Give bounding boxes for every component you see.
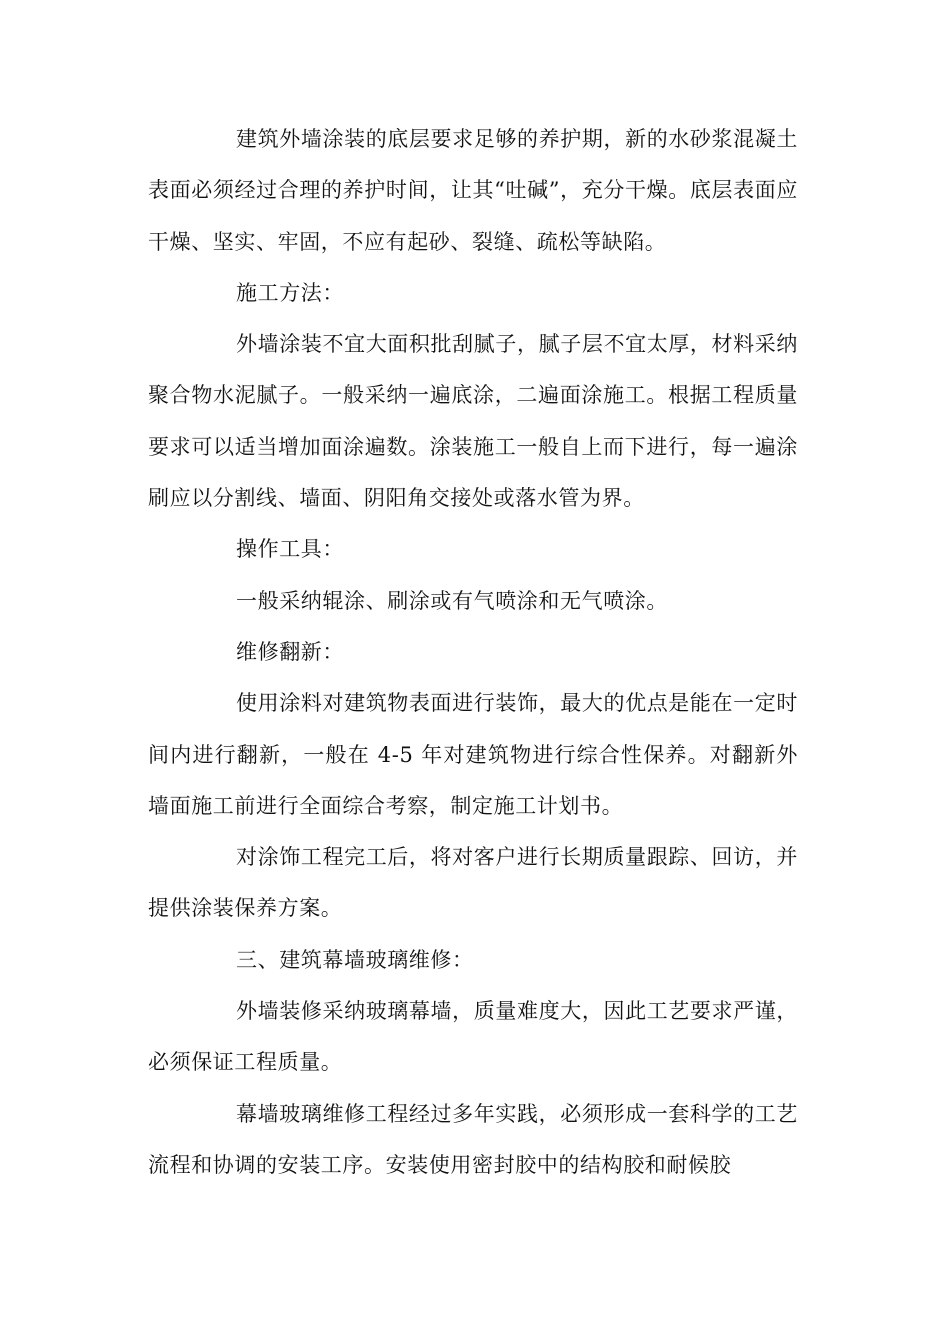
paragraph-construction-method: 外墙涂装不宜大面积批刮腻子，腻子层不宜太厚，材料采纳聚合物水泥腻子。一般采纳一遍底涂，二遍面涂施工。根据工程质量要求可以适当增加面涂遍数。涂装施工一般自上而下进行，每一遍涂刷应以分割线、墙面、阴阳角交接处或落水管为界。 [148,332,798,511]
heading-construction-method: 施工方法： [236,280,344,305]
paragraph-operating-tools: 一般采纳辊涂、刷涂或有气喷涂和无气喷涂。 [236,588,668,613]
heading-maintenance-renovation: 维修翻新： [236,639,344,664]
heading-operating-tools: 操作工具： [236,537,344,562]
paragraph-follow-up: 对涂饰工程完工后，将对客户进行长期质量跟踪、回访，并提供涂装保养方案。 [148,845,798,921]
document-body [148,114,798,1191]
paragraph-curtain-wall-process: 幕墙玻璃维修工程经过多年实践，必须形成一套科学的工艺流程和协调的安装工序。安装使用密封胶中的结构胶和耐候胶 [148,1101,798,1177]
paragraph-substrate-requirements: 建筑外墙涂装的底层要求足够的养护期，新的水砂浆混凝土表面必须经过合理的养护时间，让其“吐碱”，充分干燥。底层表面应干燥、坚实、牢固，不应有起砂、裂缝、疏松等缺陷。 [148,127,798,254]
paragraph-maintenance-renovation: 使用涂料对建筑物表面进行装饰，最大的优点是能在一定时间内进行翻新，一般在 4-5 年对建筑物进行综合性保养。对翻新外墙面施工前进行全面综合考察，制定施工计划书。 [148,691,798,818]
paragraph-curtain-wall-quality: 外墙装修采纳玻璃幕墙，质量难度大，因此工艺要求严谨，必须保证工程质量。 [148,999,798,1075]
heading-curtain-wall-glass: 三、建筑幕墙玻璃维修： [236,947,474,972]
